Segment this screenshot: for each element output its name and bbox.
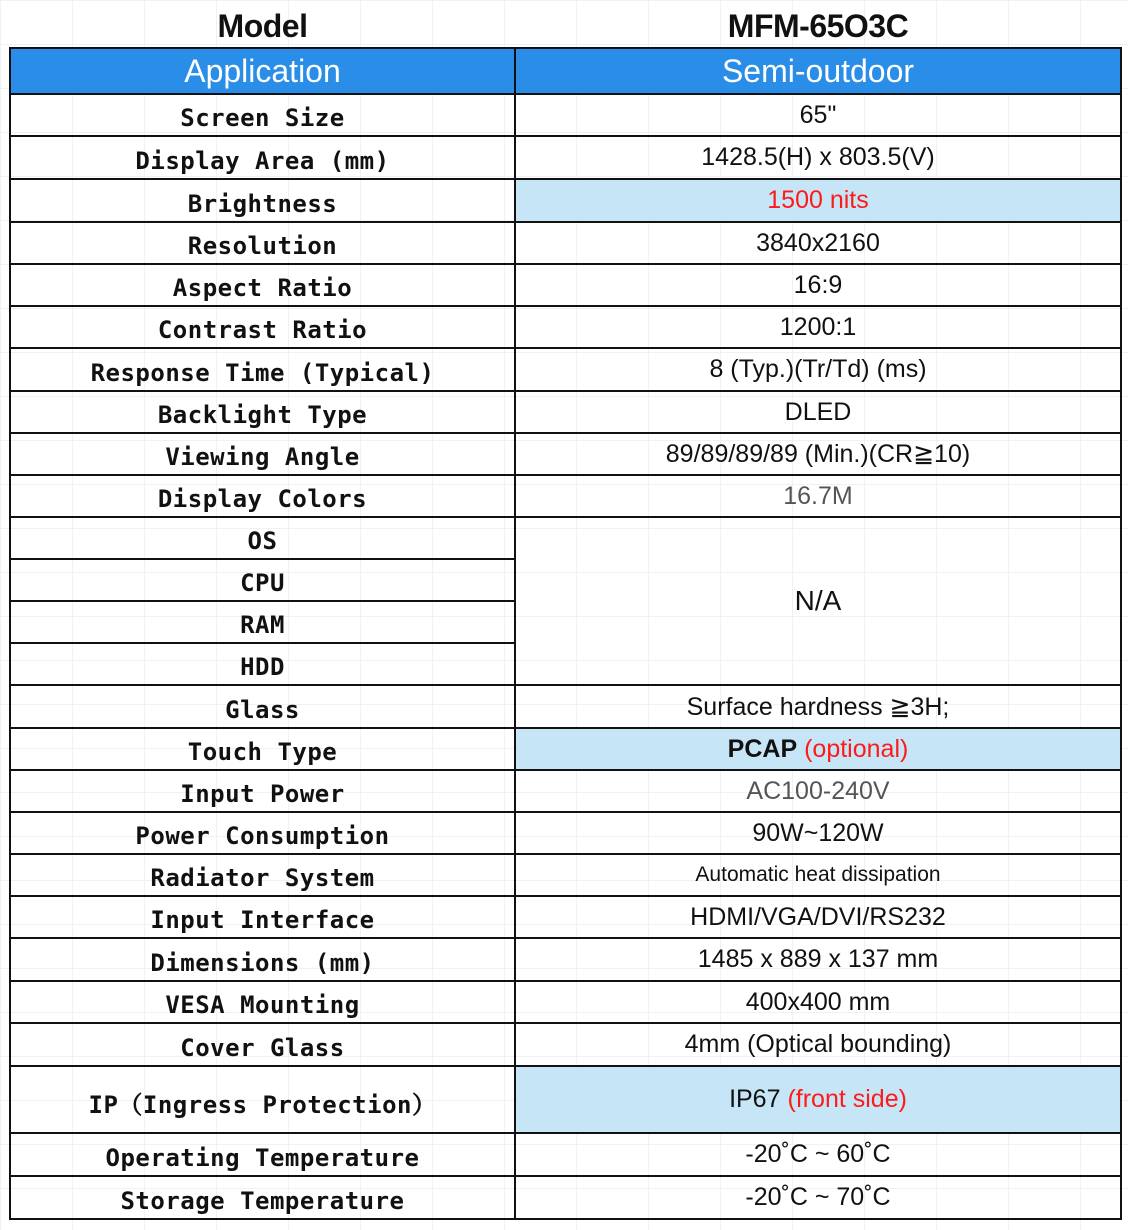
table-row (10, 264, 1121, 306)
touch-type-main: PCAP (727, 734, 798, 763)
spec-table (9, 6, 1122, 1220)
model-label: Model (10, 6, 515, 48)
screen-size-value: 65" (515, 94, 1121, 136)
table-row (10, 938, 1121, 981)
table-row (10, 812, 1121, 854)
backlight-type-value: DLED (515, 391, 1121, 433)
aspect-ratio-label: Aspect Ratio (172, 274, 353, 302)
table-row (10, 179, 1121, 222)
touch-type-value (515, 728, 1121, 770)
table-row (10, 517, 1121, 559)
model-value: MFM-65O3C (515, 6, 1121, 48)
cpu-label: CPU (240, 569, 285, 597)
table-row (10, 685, 1121, 728)
storage-temperature-label: Storage Temperature (120, 1186, 405, 1215)
touch-type-note: (optional) (804, 734, 909, 763)
model-row (10, 6, 1121, 48)
input-power-label: Input Power (180, 780, 345, 808)
table-row (10, 1023, 1121, 1066)
input-interface-label: Input Interface (150, 906, 375, 934)
cover-glass-value: 4mm (Optical bounding) (515, 1023, 1121, 1066)
application-label: Application (10, 48, 515, 94)
table-row (10, 896, 1121, 938)
table-row (10, 1133, 1121, 1176)
hdd-label: HDD (240, 653, 285, 681)
table-row (10, 391, 1121, 433)
screen-size-label: Screen Size (180, 104, 345, 132)
display-area-label: Display Area (mm) (135, 146, 390, 175)
backlight-type-label: Backlight Type (157, 401, 368, 429)
table-row (10, 348, 1121, 391)
response-time-value: 8 (Typ.)(Tr/Td) (ms) (515, 348, 1121, 391)
table-row (10, 1176, 1121, 1219)
brightness-label: Brightness (187, 189, 338, 218)
touch-type-label: Touch Type (187, 738, 338, 766)
aspect-ratio-value: 16:9 (515, 264, 1121, 306)
display-area-value: 1428.5(H) x 803.5(V) (515, 136, 1121, 179)
power-consumption-label: Power Consumption (135, 822, 390, 850)
table-row (10, 770, 1121, 812)
brightness-value: 1500 nits (515, 179, 1121, 222)
ip-note: (front side) (787, 1085, 907, 1113)
application-row (10, 48, 1121, 94)
radiator-system-value: Automatic heat dissipation (515, 854, 1121, 896)
table-row (10, 981, 1121, 1023)
resolution-label: Resolution (187, 232, 338, 260)
radiator-system-label: Radiator System (150, 864, 375, 892)
viewing-angle-label: Viewing Angle (165, 443, 360, 471)
table-row (10, 136, 1121, 179)
cover-glass-label: Cover Glass (180, 1033, 345, 1062)
table-row (10, 854, 1121, 896)
table-row (10, 1066, 1121, 1133)
response-time-label: Response Time (Typical) (90, 358, 435, 387)
display-colors-value: 16.7M (515, 475, 1121, 517)
storage-temperature-value: -20˚C ~ 70˚C (515, 1176, 1121, 1219)
ip-value (515, 1066, 1121, 1133)
vesa-mounting-value: 400x400 mm (515, 981, 1121, 1023)
vesa-mounting-label: VESA Mounting (165, 991, 360, 1019)
viewing-angle-value: 89/89/89/89 (Min.)(CR≧10) (515, 433, 1121, 475)
operating-temperature-label: Operating Temperature (105, 1143, 420, 1172)
table-row (10, 475, 1121, 517)
contrast-ratio-label: Contrast Ratio (157, 316, 368, 344)
power-consumption-value: 90W~120W (515, 812, 1121, 854)
operating-temperature-value: -20˚C ~ 60˚C (515, 1133, 1121, 1176)
ip-main: IP67 (729, 1085, 781, 1113)
dimensions-label: Dimensions (mm) (150, 948, 375, 977)
application-value: Semi-outdoor (515, 48, 1121, 94)
input-power-value: AC100-240V (515, 770, 1121, 812)
table-row (10, 222, 1121, 264)
table-row (10, 728, 1121, 770)
system-value: N/A (515, 517, 1121, 685)
resolution-value: 3840x2160 (515, 222, 1121, 264)
dimensions-value: 1485 x 889 x 137 mm (515, 938, 1121, 981)
os-label: OS (247, 527, 278, 555)
contrast-ratio-value: 1200:1 (515, 306, 1121, 348)
input-interface-value: HDMI/VGA/DVI/RS232 (515, 896, 1121, 938)
display-colors-label: Display Colors (157, 485, 368, 513)
glass-value: Surface hardness ≧3H; (515, 685, 1121, 728)
glass-label: Glass (225, 695, 300, 724)
table-row (10, 306, 1121, 348)
ram-label: RAM (240, 611, 285, 639)
table-row (10, 433, 1121, 475)
table-row (10, 94, 1121, 136)
ip-label: IP（Ingress Protection） (88, 1091, 437, 1119)
